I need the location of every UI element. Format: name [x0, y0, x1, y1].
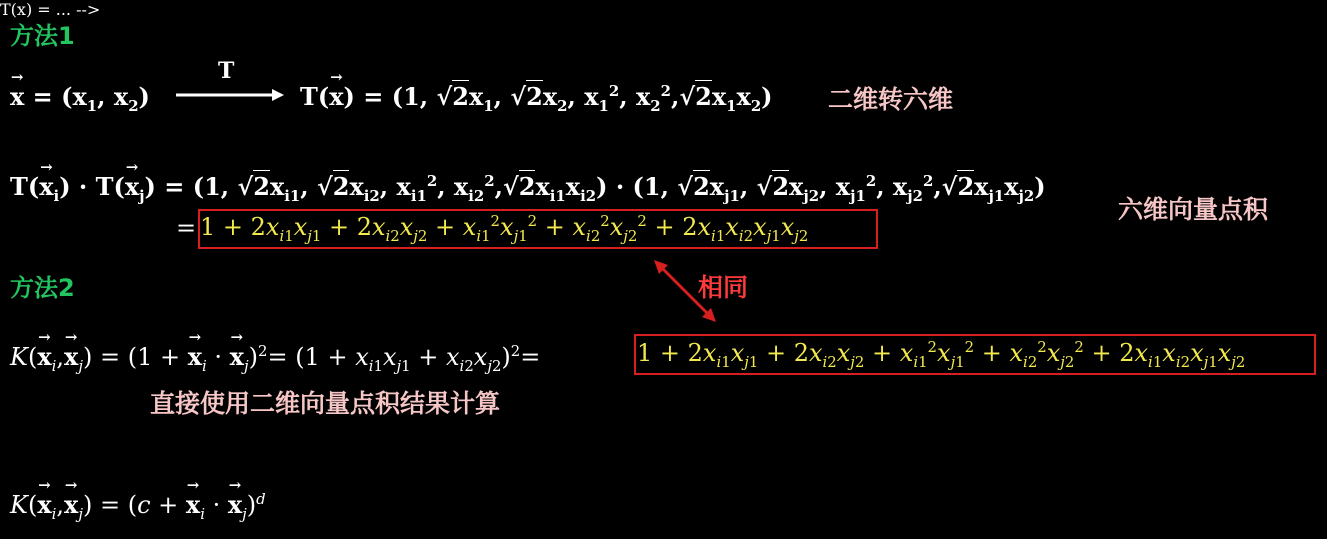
- polynomial-kernel-formula: $K(\to x_i,\to x_j) = (c$ + → $x_i$ · → $x_j)^d$: [10, 490, 266, 519]
- method2-heading: 方法2: [10, 274, 75, 302]
- dot-product-note: 六维向量点积: [1118, 195, 1269, 224]
- kernel-formula: $K(\to x_i,\to x_j) = (1$ + → $x_i$ · → $x_j)^2= (1 + x_{i1}x_{j1} + x_{i2}x_{j2})^2=$: [10, 342, 540, 371]
- expansion-formula-1: $1 + 2x_{i1}x_{j1} + 2x_{i2}x_{j2} + x_{i1}^2x_{j1}^2 + x_{i2}^2x_{j2}^2 + 2x_{i1}x_{i2}x_{j1}x_{j2}$: [200, 212, 809, 245]
- method1-heading: 方法1: [10, 22, 75, 50]
- mapping-note: 二维转六维: [828, 85, 954, 114]
- mapping-arrow-icon: [174, 86, 286, 104]
- mapping-result-formula: T(→ x) = (1, $√2x_1$, $√2x_2$, $x_1^2$, $x_2^2,√2x_1x_2$): [300, 82, 773, 111]
- same-label: 相同: [698, 273, 749, 302]
- kernel-note: 直接使用二维向量点积结果计算: [150, 389, 501, 418]
- expansion-formula-2: $1 + 2x_{i1}x_{j1} + 2x_{i2}x_{j2} + x_{i1}^2x_{j1}^2 + x_{i2}^2x_{j2}^2 + 2x_{i1}x_{i2}x_{j1}x_{j2}$: [637, 338, 1246, 371]
- dot-product-formula: $T(\to x_i) \cdot T(\to x_j) = (1$, $√2x_{i1}$, $√2x_{i2}$, $x_{i1}^2$, $x_{i2}^2,√2x_{i1}x_{i2}) \cdot (1$, $√2x_{j1}$, $√2x_{j2}$, $x_{j1}^2$, $x_{j2}^2,√2x_{j1}x_{j2}$): [10, 172, 1046, 201]
- equals-sign: =: [176, 214, 197, 242]
- mapping-arrow-label: T: [218, 58, 235, 84]
- mapping-formula: → $x = (x_1$, $x_2$): [10, 82, 150, 111]
